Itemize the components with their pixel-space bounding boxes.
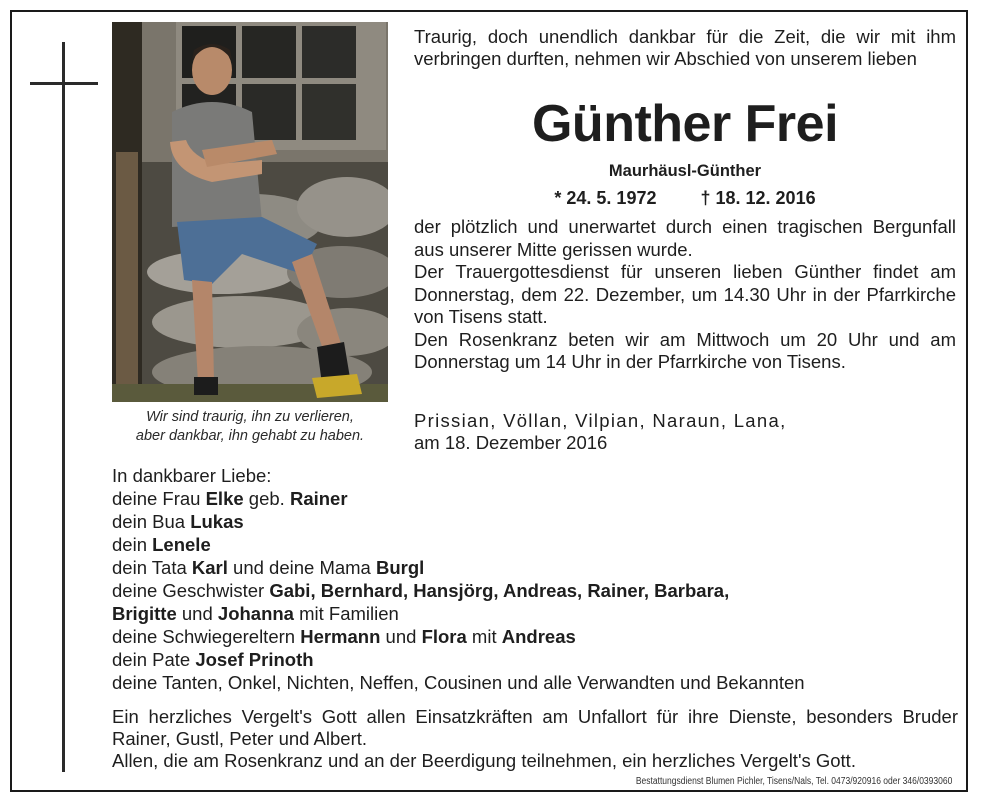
cross-icon [62,42,65,772]
announcement-body [414,216,956,374]
mourner-line: Brigitte und Johanna mit Familien [112,603,399,624]
place-line: Prissian, Völlan, Vilpian, Naraun, Lana, [414,410,787,431]
death-date: † 18. 12. 2016 [700,188,816,208]
thanks-section [112,706,958,772]
mourners-intro: In dankbarer Liebe: [112,465,272,486]
obituary-card [10,10,968,792]
thanks-paragraph: Allen, die am Rosenkranz und an der Beerdigung teilnehmen, ein herzliches Vergelt's Gott. [112,750,856,771]
mourner-line: dein Pate Josef Prinoth [112,649,314,670]
mourner-line: deine Geschwister Gabi, Bernhard, Hansjörg, Andreas, Rainer, Barbara, [112,580,730,601]
mourner-line: deine Frau Elke geb. Rainer [112,488,348,509]
mourner-line: dein Tata Karl und deine Mama Burgl [112,557,425,578]
deceased-name: Günther Frei [531,95,839,153]
body-paragraph: der plötzlich und unerwartet durch einen tragischen Bergunfall aus unserer Mitte gerissen wurde. [414,216,956,260]
nickname: Maurhäusl-Günther [608,162,762,180]
mourner-line: deine Tanten, Onkel, Nichten, Neffen, Cousinen und alle Verwandten und Bekannten [112,672,805,693]
date-line: am 18. Dezember 2016 [414,432,608,453]
body-paragraph: Den Rosenkranz beten wir am Mittwoch um 20 Uhr und am Donnerstag um 14 Uhr in der Pfarrkirche von Tisens. [414,328,956,372]
cross-icon-bar [30,82,98,85]
place-date [414,410,956,454]
birth-date: * 24. 5. 1972 [554,188,657,208]
mourner-line: dein Bua Lukas [112,511,244,532]
life-dates [414,188,956,209]
mourner-line: dein Lenele [112,534,211,555]
body-paragraph: Der Trauergottesdienst für unseren lieben Günther findet am Donnerstag, dem 22. Dezember, um 14.30 Uhr in der Pfarrkirche von Tisens statt. [414,261,956,327]
mourners-list [112,464,962,694]
caption-line-2: aber dankbar, ihn gehabt zu haben. [135,428,365,444]
caption-line-1: Wir sind traurig, ihn zu verlieren, [146,409,354,425]
thanks-paragraph: Ein herzliches Vergelt's Gott allen Einsatzkräften am Unfallort für ihre Dienste, besonders Bruder Rainer, Gustl, Peter und Albert. [112,706,958,749]
mourner-line: deine Schwiegereltern Hermann und Flora mit Andreas [112,626,576,647]
funeral-service-footer: Bestattungsdienst Blumen Pichler, Tisens/Nals, Tel. 0473/920916 oder 346/0393060 [635,776,952,787]
photo-caption [112,408,388,446]
portrait-photo [112,22,388,402]
intro-text: Traurig, doch unendlich dankbar für die Zeit, die wir mit ihm verbringen durften, nehmen wir Abschied von unserem lieben [414,26,956,69]
